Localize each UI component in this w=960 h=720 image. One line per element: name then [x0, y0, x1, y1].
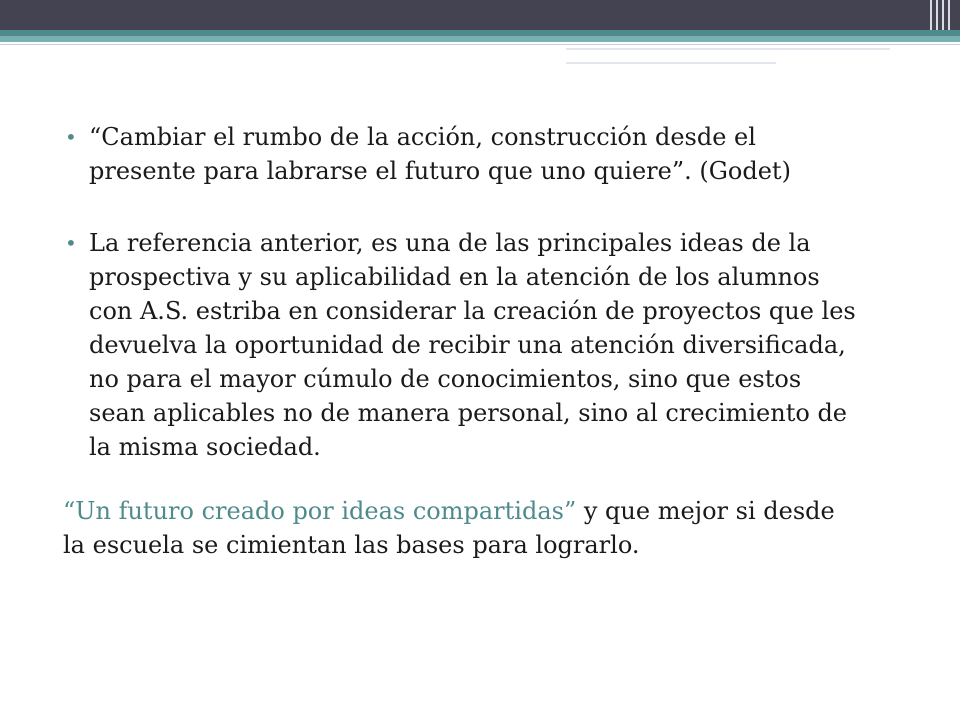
closing-text: y que mejor si desde la escuela se cimientan las bases para lograrlo.	[63, 497, 835, 559]
bullet-dot-icon: •	[65, 231, 77, 255]
header-divider	[936, 0, 938, 30]
decorative-line	[566, 48, 890, 50]
bullet-text: “Cambiar el rumbo de la acción, construcción desde el presente para labrarse el futuro que uno quiere”. (Godet)	[89, 123, 791, 185]
header-divider	[948, 0, 950, 30]
decorative-line	[566, 62, 776, 64]
decorative-line	[0, 44, 960, 45]
header-bar	[0, 0, 960, 30]
closing-paragraph	[63, 494, 863, 562]
closing-quote: “Un futuro creado por ideas compartidas”	[63, 497, 577, 525]
bullet-text: La referencia anterior, es una de las principales ideas de la prospectiva y su aplicabilidad en la atención de los alumnos con A.S. estriba en considerar la creación de proyectos que les devuelva la oportunidad de recibir una atención diversificada, no para el mayor cúmulo de conocimientos, sino que estos sean aplicables no de manera personal, sino al crecimiento de la misma sociedad.	[89, 229, 856, 461]
accent-band-light	[0, 36, 960, 42]
bullet-item	[63, 226, 863, 464]
header-divider	[942, 0, 944, 30]
slide-content	[63, 120, 863, 562]
bullet-item	[63, 120, 863, 188]
bullet-dot-icon: •	[65, 125, 77, 149]
header-divider	[930, 0, 932, 30]
